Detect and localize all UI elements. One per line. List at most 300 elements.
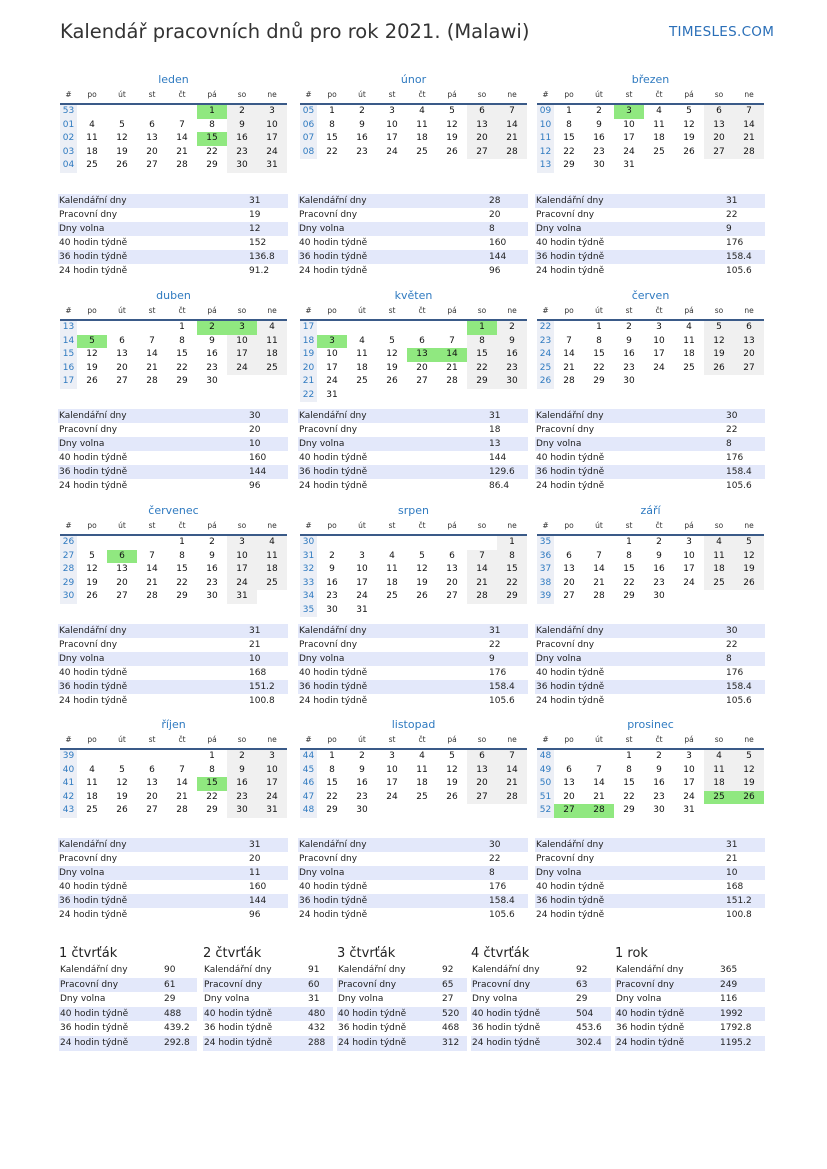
day-cell[interactable]: 27: [146, 160, 158, 170]
day-cell[interactable]: 10: [257, 119, 287, 133]
day-cell[interactable]: 31: [326, 389, 338, 400]
day-cell[interactable]: 30: [206, 591, 218, 601]
day-cell[interactable]: 29: [467, 375, 497, 389]
day-cell[interactable]: 9: [656, 550, 662, 561]
day-cell[interactable]: 21: [497, 132, 527, 146]
day-cell[interactable]: 23: [206, 577, 218, 588]
day-cell[interactable]: 14: [593, 778, 605, 788]
day-cell[interactable]: 28: [146, 591, 158, 601]
day-cell[interactable]: 11: [356, 349, 368, 359]
day-cell[interactable]: 1: [209, 751, 215, 761]
day-cell[interactable]: 21: [467, 577, 497, 591]
day-cell[interactable]: 5: [449, 751, 455, 761]
day-cell[interactable]: 23: [593, 146, 605, 157]
day-cell[interactable]: 3: [257, 750, 287, 764]
day-cell[interactable]: 4: [704, 536, 734, 550]
day-cell[interactable]: 1: [566, 106, 572, 116]
day-cell[interactable]: 28: [497, 791, 527, 805]
day-cell[interactable]: 19: [86, 577, 98, 588]
day-cell[interactable]: 1: [329, 106, 335, 116]
day-cell[interactable]: 4: [656, 106, 662, 116]
day-cell[interactable]: 15: [326, 778, 338, 788]
day-cell-holiday[interactable]: 3: [317, 335, 347, 349]
day-cell[interactable]: 17: [227, 348, 257, 362]
day-cell[interactable]: 22: [623, 791, 635, 802]
day-cell[interactable]: 8: [467, 335, 497, 349]
day-cell[interactable]: 9: [359, 764, 365, 775]
day-cell[interactable]: 22: [206, 146, 218, 157]
day-cell[interactable]: 6: [149, 119, 155, 130]
day-cell[interactable]: 31: [227, 590, 257, 604]
day-cell[interactable]: 21: [497, 777, 527, 791]
day-cell[interactable]: 31: [257, 159, 287, 173]
day-cell[interactable]: 25: [653, 146, 665, 157]
day-cell[interactable]: 7: [179, 764, 185, 775]
day-cell[interactable]: 19: [116, 146, 128, 157]
day-cell[interactable]: 23: [356, 791, 368, 802]
day-cell[interactable]: 30: [356, 805, 368, 815]
day-cell[interactable]: 2: [626, 322, 632, 332]
day-cell-holiday[interactable]: 2: [197, 321, 227, 335]
day-cell[interactable]: 15: [176, 349, 188, 359]
day-cell[interactable]: 10: [227, 550, 257, 564]
day-cell[interactable]: 13: [734, 335, 764, 349]
day-cell[interactable]: 13: [146, 778, 158, 788]
day-cell[interactable]: 8: [626, 550, 632, 561]
day-cell[interactable]: 24: [386, 146, 398, 157]
day-cell[interactable]: 21: [176, 146, 188, 157]
day-cell[interactable]: 27: [116, 376, 128, 386]
day-cell[interactable]: 18: [683, 349, 695, 359]
day-cell[interactable]: 14: [146, 349, 158, 359]
day-cell[interactable]: 26: [416, 591, 428, 601]
day-cell[interactable]: 24: [653, 362, 665, 373]
day-cell[interactable]: 25: [356, 376, 368, 386]
day-cell[interactable]: 20: [467, 132, 497, 146]
day-cell[interactable]: 13: [467, 119, 497, 133]
day-cell[interactable]: 26: [734, 577, 764, 591]
day-cell[interactable]: 10: [257, 764, 287, 778]
day-cell[interactable]: 10: [356, 564, 368, 574]
day-cell[interactable]: 17: [227, 563, 257, 577]
day-cell[interactable]: 23: [497, 362, 527, 376]
day-cell[interactable]: 24: [257, 791, 287, 805]
day-cell[interactable]: 15: [497, 563, 527, 577]
day-cell[interactable]: 16: [593, 133, 605, 143]
day-cell-holiday[interactable]: 15: [197, 777, 227, 791]
day-cell[interactable]: 17: [257, 132, 287, 146]
day-cell[interactable]: 12: [734, 764, 764, 778]
day-cell[interactable]: 16: [653, 778, 665, 788]
day-cell[interactable]: 4: [389, 550, 395, 561]
day-cell[interactable]: 3: [359, 550, 365, 561]
day-cell[interactable]: 13: [563, 778, 575, 788]
day-cell[interactable]: 10: [683, 550, 695, 561]
day-cell[interactable]: 7: [497, 105, 527, 119]
day-cell[interactable]: 18: [704, 563, 734, 577]
day-cell[interactable]: 12: [86, 564, 98, 574]
day-cell[interactable]: 29: [206, 160, 218, 170]
day-cell[interactable]: 9: [227, 764, 257, 778]
day-cell[interactable]: 22: [593, 362, 605, 373]
day-cell[interactable]: 8: [566, 119, 572, 130]
day-cell[interactable]: 15: [176, 564, 188, 574]
day-cell[interactable]: 23: [356, 146, 368, 157]
day-cell[interactable]: 24: [386, 791, 398, 802]
day-cell[interactable]: 30: [227, 159, 257, 173]
day-cell[interactable]: 7: [734, 105, 764, 119]
day-cell[interactable]: 7: [497, 750, 527, 764]
day-cell[interactable]: 6: [467, 105, 497, 119]
day-cell[interactable]: 27: [446, 591, 458, 601]
day-cell[interactable]: 24: [683, 577, 695, 588]
day-cell[interactable]: 24: [227, 362, 257, 376]
day-cell[interactable]: 1: [179, 537, 185, 547]
day-cell[interactable]: 6: [704, 105, 734, 119]
day-cell[interactable]: 13: [116, 349, 128, 359]
day-cell[interactable]: 15: [326, 133, 338, 143]
day-cell[interactable]: 20: [563, 577, 575, 588]
day-cell[interactable]: 29: [326, 805, 338, 815]
day-cell[interactable]: 18: [86, 146, 98, 157]
day-cell[interactable]: 15: [593, 349, 605, 359]
day-cell[interactable]: 21: [734, 132, 764, 146]
day-cell[interactable]: 21: [563, 362, 575, 373]
day-cell[interactable]: 23: [326, 591, 338, 601]
day-cell[interactable]: 3: [227, 536, 257, 550]
day-cell[interactable]: 8: [626, 764, 632, 775]
day-cell[interactable]: 30: [653, 805, 665, 815]
day-cell[interactable]: 17: [653, 349, 665, 359]
day-cell[interactable]: 27: [116, 591, 128, 601]
day-cell-holiday[interactable]: 3: [227, 321, 257, 335]
day-cell[interactable]: 26: [116, 805, 128, 815]
day-cell[interactable]: 28: [467, 590, 497, 604]
day-cell[interactable]: 28: [446, 376, 458, 386]
day-cell[interactable]: 19: [704, 348, 734, 362]
day-cell[interactable]: 12: [446, 119, 458, 130]
day-cell[interactable]: 20: [467, 777, 497, 791]
day-cell[interactable]: 28: [497, 146, 527, 160]
day-cell[interactable]: 22: [326, 146, 338, 157]
day-cell[interactable]: 22: [563, 146, 575, 157]
day-cell[interactable]: 11: [257, 550, 287, 564]
day-cell[interactable]: 20: [146, 791, 158, 802]
day-cell[interactable]: 5: [419, 550, 425, 561]
day-cell[interactable]: 8: [209, 119, 215, 130]
day-cell[interactable]: 23: [653, 791, 665, 802]
day-cell[interactable]: 1: [497, 536, 527, 550]
day-cell[interactable]: 14: [497, 119, 527, 133]
day-cell[interactable]: 29: [206, 805, 218, 815]
day-cell[interactable]: 25: [86, 805, 98, 815]
day-cell[interactable]: 13: [467, 764, 497, 778]
day-cell[interactable]: 20: [734, 348, 764, 362]
day-cell[interactable]: 12: [416, 564, 428, 574]
day-cell[interactable]: 21: [146, 577, 158, 588]
day-cell[interactable]: 17: [356, 577, 368, 588]
day-cell[interactable]: 28: [176, 805, 188, 815]
day-cell[interactable]: 12: [683, 119, 695, 130]
day-cell[interactable]: 8: [179, 335, 185, 346]
day-cell[interactable]: 22: [176, 362, 188, 373]
day-cell[interactable]: 2: [497, 321, 527, 335]
day-cell[interactable]: 24: [623, 146, 635, 157]
day-cell[interactable]: 19: [416, 577, 428, 588]
day-cell[interactable]: 13: [704, 119, 734, 133]
day-cell[interactable]: 20: [446, 577, 458, 588]
day-cell[interactable]: 8: [329, 119, 335, 130]
day-cell[interactable]: 14: [176, 133, 188, 143]
day-cell[interactable]: 14: [593, 564, 605, 574]
day-cell[interactable]: 12: [86, 349, 98, 359]
day-cell[interactable]: 7: [467, 550, 497, 564]
day-cell[interactable]: 19: [446, 778, 458, 788]
day-cell[interactable]: 26: [683, 146, 695, 157]
day-cell[interactable]: 26: [704, 362, 734, 376]
day-cell[interactable]: 13: [446, 564, 458, 574]
day-cell[interactable]: 26: [446, 791, 458, 802]
day-cell[interactable]: 14: [563, 349, 575, 359]
day-cell[interactable]: 16: [326, 577, 338, 588]
day-cell[interactable]: 18: [416, 133, 428, 143]
day-cell[interactable]: 2: [209, 537, 215, 547]
day-cell[interactable]: 11: [416, 764, 428, 775]
day-cell[interactable]: 16: [227, 132, 257, 146]
day-cell[interactable]: 8: [329, 764, 335, 775]
day-cell[interactable]: 9: [209, 335, 215, 346]
day-cell-holiday[interactable]: 28: [584, 804, 614, 818]
day-cell[interactable]: 4: [419, 106, 425, 116]
day-cell[interactable]: 25: [416, 146, 428, 157]
day-cell[interactable]: 2: [359, 751, 365, 761]
day-cell[interactable]: 9: [596, 119, 602, 130]
day-cell[interactable]: 26: [86, 591, 98, 601]
day-cell[interactable]: 10: [653, 335, 665, 346]
day-cell[interactable]: 26: [386, 376, 398, 386]
day-cell[interactable]: 7: [149, 550, 155, 561]
day-cell[interactable]: 10: [386, 764, 398, 775]
day-cell[interactable]: 22: [206, 791, 218, 802]
day-cell[interactable]: 2: [656, 751, 662, 761]
day-cell[interactable]: 27: [146, 805, 158, 815]
day-cell[interactable]: 14: [176, 778, 188, 788]
day-cell[interactable]: 16: [206, 349, 218, 359]
day-cell[interactable]: 4: [686, 322, 692, 332]
day-cell[interactable]: 4: [359, 335, 365, 346]
day-cell[interactable]: 21: [593, 577, 605, 588]
day-cell[interactable]: 19: [734, 563, 764, 577]
day-cell[interactable]: 29: [497, 590, 527, 604]
day-cell[interactable]: 15: [623, 564, 635, 574]
day-cell[interactable]: 9: [227, 119, 257, 133]
day-cell[interactable]: 25: [683, 362, 695, 373]
day-cell[interactable]: 5: [89, 550, 95, 561]
day-cell[interactable]: 24: [326, 376, 338, 386]
day-cell[interactable]: 13: [116, 564, 128, 574]
day-cell[interactable]: 24: [683, 791, 695, 802]
day-cell[interactable]: 2: [329, 550, 335, 561]
day-cell[interactable]: 21: [176, 791, 188, 802]
day-cell[interactable]: 3: [656, 322, 662, 332]
day-cell[interactable]: 13: [563, 564, 575, 574]
day-cell[interactable]: 22: [623, 577, 635, 588]
day-cell-holiday[interactable]: 14: [437, 348, 467, 362]
day-cell[interactable]: 30: [206, 376, 218, 386]
day-cell[interactable]: 18: [416, 778, 428, 788]
day-cell[interactable]: 4: [257, 321, 287, 335]
day-cell[interactable]: 5: [704, 321, 734, 335]
day-cell[interactable]: 12: [446, 764, 458, 775]
day-cell[interactable]: 11: [653, 119, 665, 130]
day-cell[interactable]: 11: [704, 764, 734, 778]
day-cell[interactable]: 5: [119, 764, 125, 775]
day-cell[interactable]: 10: [683, 764, 695, 775]
day-cell[interactable]: 29: [623, 805, 635, 815]
day-cell[interactable]: 17: [623, 133, 635, 143]
day-cell[interactable]: 31: [623, 160, 635, 170]
day-cell[interactable]: 1: [626, 751, 632, 761]
day-cell[interactable]: 29: [176, 591, 188, 601]
day-cell[interactable]: 9: [656, 764, 662, 775]
day-cell[interactable]: 31: [356, 604, 368, 615]
day-cell[interactable]: 6: [734, 321, 764, 335]
day-cell[interactable]: 16: [653, 564, 665, 574]
day-cell[interactable]: 12: [734, 550, 764, 564]
day-cell[interactable]: 18: [386, 577, 398, 588]
day-cell[interactable]: 14: [497, 764, 527, 778]
day-cell[interactable]: 23: [623, 362, 635, 373]
day-cell[interactable]: 25: [386, 591, 398, 601]
day-cell[interactable]: 5: [449, 106, 455, 116]
day-cell[interactable]: 6: [119, 335, 125, 346]
day-cell[interactable]: 26: [446, 146, 458, 157]
day-cell[interactable]: 28: [176, 160, 188, 170]
day-cell[interactable]: 28: [146, 376, 158, 386]
day-cell[interactable]: 28: [734, 146, 764, 160]
day-cell[interactable]: 29: [623, 591, 635, 601]
day-cell-holiday[interactable]: 5: [77, 335, 107, 349]
day-cell[interactable]: 20: [116, 362, 128, 373]
day-cell[interactable]: 9: [209, 550, 215, 561]
day-cell[interactable]: 6: [566, 550, 572, 561]
day-cell[interactable]: 28: [593, 591, 605, 601]
day-cell[interactable]: 11: [86, 133, 98, 143]
day-cell-holiday[interactable]: 15: [197, 132, 227, 146]
day-cell[interactable]: 1: [596, 322, 602, 332]
day-cell[interactable]: 19: [734, 777, 764, 791]
day-cell[interactable]: 14: [467, 563, 497, 577]
day-cell[interactable]: 6: [149, 764, 155, 775]
day-cell[interactable]: 6: [566, 764, 572, 775]
day-cell[interactable]: 5: [734, 536, 764, 550]
day-cell[interactable]: 27: [416, 376, 428, 386]
day-cell[interactable]: 19: [116, 791, 128, 802]
day-cell[interactable]: 15: [563, 133, 575, 143]
day-cell-holiday[interactable]: 27: [554, 804, 584, 818]
day-cell[interactable]: 20: [146, 146, 158, 157]
day-cell[interactable]: 4: [704, 750, 734, 764]
day-cell[interactable]: 31: [257, 804, 287, 818]
day-cell[interactable]: 19: [86, 362, 98, 373]
day-cell[interactable]: 22: [497, 577, 527, 591]
day-cell[interactable]: 17: [257, 777, 287, 791]
day-cell[interactable]: 1: [626, 537, 632, 547]
day-cell-holiday[interactable]: 1: [467, 321, 497, 335]
day-cell[interactable]: 14: [146, 564, 158, 574]
day-cell[interactable]: 4: [89, 119, 95, 130]
day-cell[interactable]: 25: [704, 577, 734, 591]
day-cell[interactable]: 20: [416, 362, 428, 373]
day-cell[interactable]: 16: [497, 348, 527, 362]
day-cell[interactable]: 24: [356, 591, 368, 601]
day-cell[interactable]: 21: [446, 362, 458, 373]
day-cell[interactable]: 18: [257, 563, 287, 577]
day-cell[interactable]: 3: [389, 751, 395, 761]
day-cell[interactable]: 29: [593, 376, 605, 386]
day-cell[interactable]: 12: [386, 349, 398, 359]
day-cell[interactable]: 6: [467, 750, 497, 764]
day-cell[interactable]: 30: [623, 376, 635, 386]
day-cell[interactable]: 11: [683, 335, 695, 346]
day-cell[interactable]: 26: [116, 160, 128, 170]
day-cell[interactable]: 8: [209, 764, 215, 775]
day-cell[interactable]: 24: [227, 577, 257, 591]
day-cell[interactable]: 15: [623, 778, 635, 788]
day-cell-holiday[interactable]: 26: [734, 791, 764, 805]
day-cell[interactable]: 18: [653, 133, 665, 143]
day-cell[interactable]: 6: [419, 335, 425, 346]
day-cell[interactable]: 9: [329, 564, 335, 574]
day-cell[interactable]: 18: [257, 348, 287, 362]
day-cell[interactable]: 18: [356, 362, 368, 373]
day-cell[interactable]: 4: [257, 536, 287, 550]
day-cell[interactable]: 12: [704, 335, 734, 349]
day-cell[interactable]: 7: [566, 335, 572, 346]
day-cell[interactable]: 3: [686, 537, 692, 547]
day-cell[interactable]: 27: [467, 791, 497, 805]
day-cell[interactable]: 7: [449, 335, 455, 346]
day-cell[interactable]: 27: [734, 362, 764, 376]
day-cell-holiday[interactable]: 1: [197, 105, 227, 119]
day-cell[interactable]: 25: [416, 791, 428, 802]
day-cell[interactable]: 17: [683, 778, 695, 788]
day-cell[interactable]: 3: [257, 105, 287, 119]
day-cell[interactable]: 10: [326, 349, 338, 359]
day-cell[interactable]: 2: [656, 537, 662, 547]
day-cell[interactable]: 16: [356, 778, 368, 788]
day-cell[interactable]: 20: [704, 132, 734, 146]
day-cell[interactable]: 11: [386, 564, 398, 574]
day-cell-holiday[interactable]: 25: [704, 791, 734, 805]
day-cell[interactable]: 30: [593, 160, 605, 170]
day-cell[interactable]: 11: [416, 119, 428, 130]
day-cell[interactable]: 10: [386, 119, 398, 130]
day-cell[interactable]: 2: [227, 750, 257, 764]
day-cell[interactable]: 23: [206, 362, 218, 373]
day-cell[interactable]: 9: [626, 335, 632, 346]
day-cell[interactable]: 4: [89, 764, 95, 775]
day-cell[interactable]: 25: [257, 577, 287, 591]
day-cell[interactable]: 19: [386, 362, 398, 373]
day-cell-holiday[interactable]: 3: [614, 105, 644, 119]
day-cell[interactable]: 20: [116, 577, 128, 588]
day-cell[interactable]: 30: [497, 375, 527, 389]
day-cell[interactable]: 23: [227, 146, 257, 160]
day-cell[interactable]: 19: [683, 133, 695, 143]
day-cell[interactable]: 24: [257, 146, 287, 160]
day-cell[interactable]: 8: [497, 550, 527, 564]
